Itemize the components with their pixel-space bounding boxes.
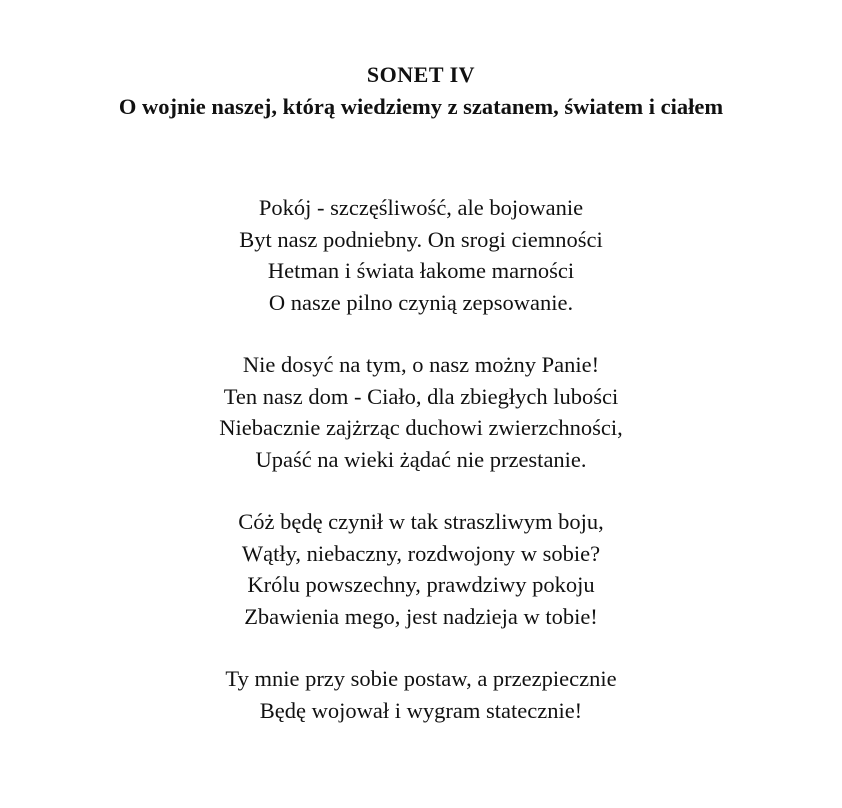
poem-line: Wątły, niebaczny, rozdwojony w sobie? — [241, 540, 601, 566]
poem-line: Byt nasz podniebny. On srogi ciemności — [239, 226, 603, 252]
poem-body — [0, 192, 842, 757]
poem-line: Upaść na wieki żądać nie przestanie. — [255, 446, 587, 472]
poem-subtitle: O wojnie naszej, którą wiedziemy z szatanem, światem i ciałem — [118, 94, 724, 119]
stanza-4 — [0, 663, 842, 726]
poem-line: Niebacznie zajżrząc duchowi zwierzchności, — [219, 415, 623, 440]
poem-line: Cóż będę czynił w tak straszliwym boju, — [238, 509, 604, 534]
poem-line: O nasze pilno czynią zepsowanie. — [268, 289, 574, 315]
poem-title: SONET IV — [366, 62, 476, 87]
poem-line: Hetman i świata łakome marności — [267, 258, 575, 283]
poem-line: Zbawienia mego, jest nadzieja w tobie! — [244, 603, 598, 629]
stanza-3 — [0, 506, 842, 632]
poem-line: Pokój - szczęśliwość, ale bojowanie — [258, 195, 584, 220]
stanza-1 — [0, 192, 842, 318]
poem-line: Będę wojował i wygram statecznie! — [259, 697, 583, 723]
poem-line: Ty mnie przy sobie postaw, a przezpiecznie — [225, 666, 617, 691]
poem-line: Nie dosyć na tym, o nasz możny Panie! — [242, 352, 600, 377]
poem-line: Ten nasz dom - Ciało, dla zbiegłych lubości — [223, 383, 619, 409]
stanza-2 — [0, 349, 842, 475]
poem-line: Królu powszechny, prawdziwy pokoju — [247, 572, 595, 597]
